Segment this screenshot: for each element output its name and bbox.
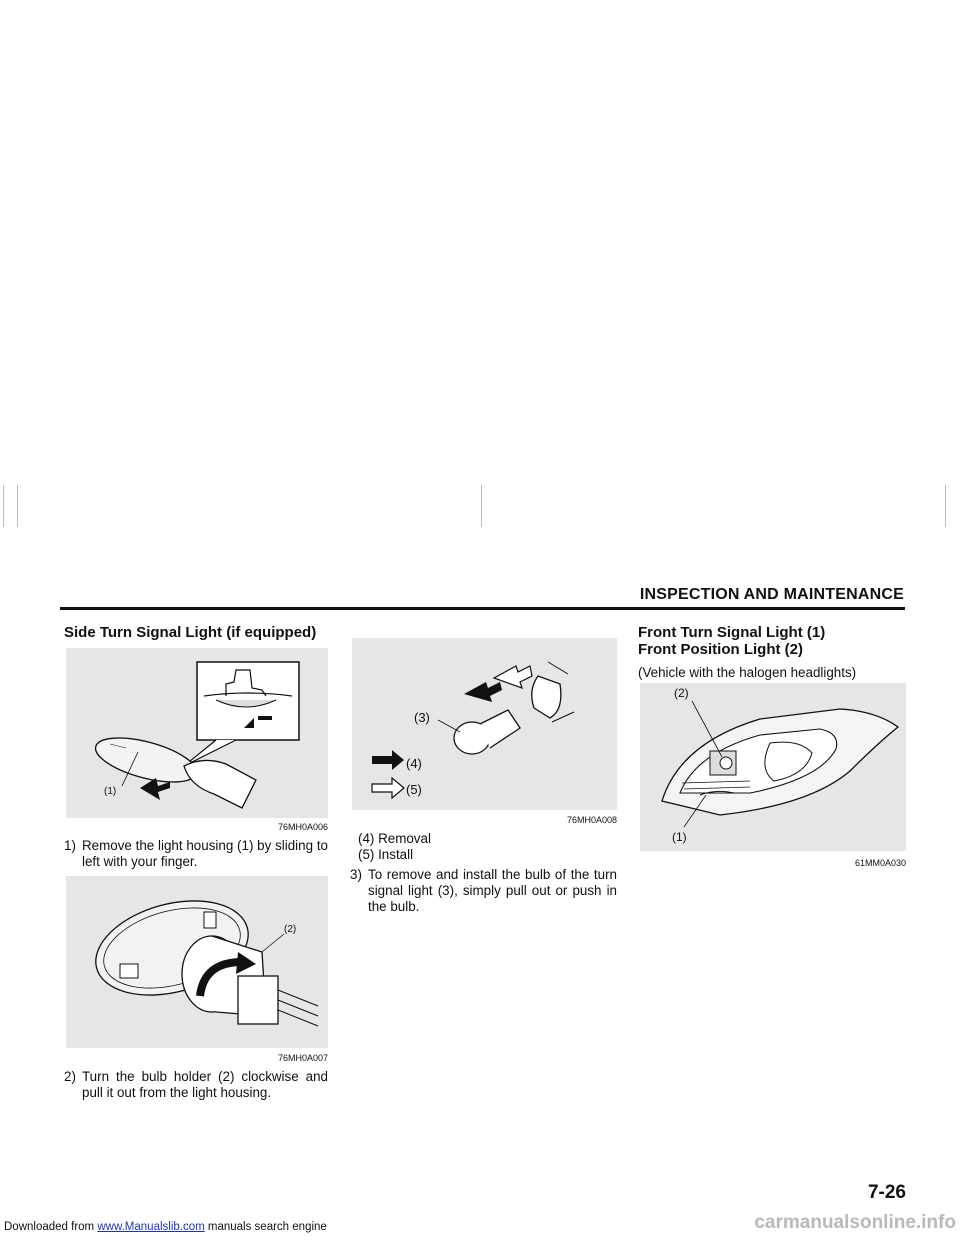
figure-code: 76MH0A008: [566, 815, 617, 825]
legend-install: (5) Install: [358, 847, 414, 862]
legend-removal: (4) Removal: [358, 831, 431, 846]
front-position-light-heading: Front Position Light (2): [638, 641, 803, 658]
step-text: Remove the light housing (1) by sliding to left with your finger.: [82, 838, 328, 869]
callout-label: (2): [674, 686, 689, 700]
figure-code: 76MH0A007: [277, 1053, 328, 1063]
figure-light-housing-removal: [66, 648, 328, 818]
manualslib-link[interactable]: www.Manualslib.com: [97, 1221, 205, 1233]
figure-code: 76MH0A006: [277, 822, 328, 832]
step-text: To remove and install the bulb of the turn signal light (3), simply pull out or push in the bulb.: [368, 867, 617, 914]
callout-label: (5): [406, 782, 422, 797]
step-3: [350, 867, 617, 915]
step-number: 3): [350, 867, 362, 882]
callout-label: (1): [104, 786, 117, 797]
figure-bulb-holder: [66, 876, 328, 1048]
front-turn-signal-heading: Front Turn Signal Light (1): [638, 624, 826, 641]
figure-headlight: [640, 683, 906, 851]
callout-label: (4): [406, 756, 422, 771]
headlight-illustration: [640, 683, 906, 851]
callout-label: (1): [672, 830, 687, 844]
figure-code: 61MM0A030: [854, 858, 906, 868]
step-1: [64, 838, 328, 870]
callout-label: (2): [284, 924, 297, 935]
crop-mark: [945, 485, 946, 527]
footer-prefix: Downloaded from: [4, 1221, 98, 1233]
watermark: carmanualsonline.info: [754, 1212, 956, 1233]
page-number: 7-26: [867, 1182, 906, 1203]
crop-mark: [17, 485, 18, 527]
step-2: [64, 1069, 328, 1101]
step-number: 2): [64, 1069, 76, 1084]
bulb-removal-illustration: [352, 638, 617, 810]
step-number: 1): [64, 838, 76, 853]
footer-suffix: manuals search engine: [204, 1221, 327, 1233]
callout-label: (3): [414, 710, 430, 725]
section-title: INSPECTION AND MAINTENANCE: [639, 586, 904, 603]
crop-mark: [3, 485, 4, 527]
vehicle-note: (Vehicle with the halogen headlights): [638, 665, 857, 680]
download-footer: [4, 1221, 327, 1233]
step-text: Turn the bulb holder (2) clockwise and pull it out from the light housing.: [82, 1069, 328, 1100]
header-rule: [60, 607, 905, 610]
crop-mark: [481, 485, 482, 527]
light-housing-illustration: [66, 648, 328, 818]
side-turn-signal-heading: Side Turn Signal Light (if equipped): [64, 624, 317, 641]
bulb-holder-illustration: [66, 876, 328, 1048]
figure-bulb-removal: [352, 638, 617, 810]
